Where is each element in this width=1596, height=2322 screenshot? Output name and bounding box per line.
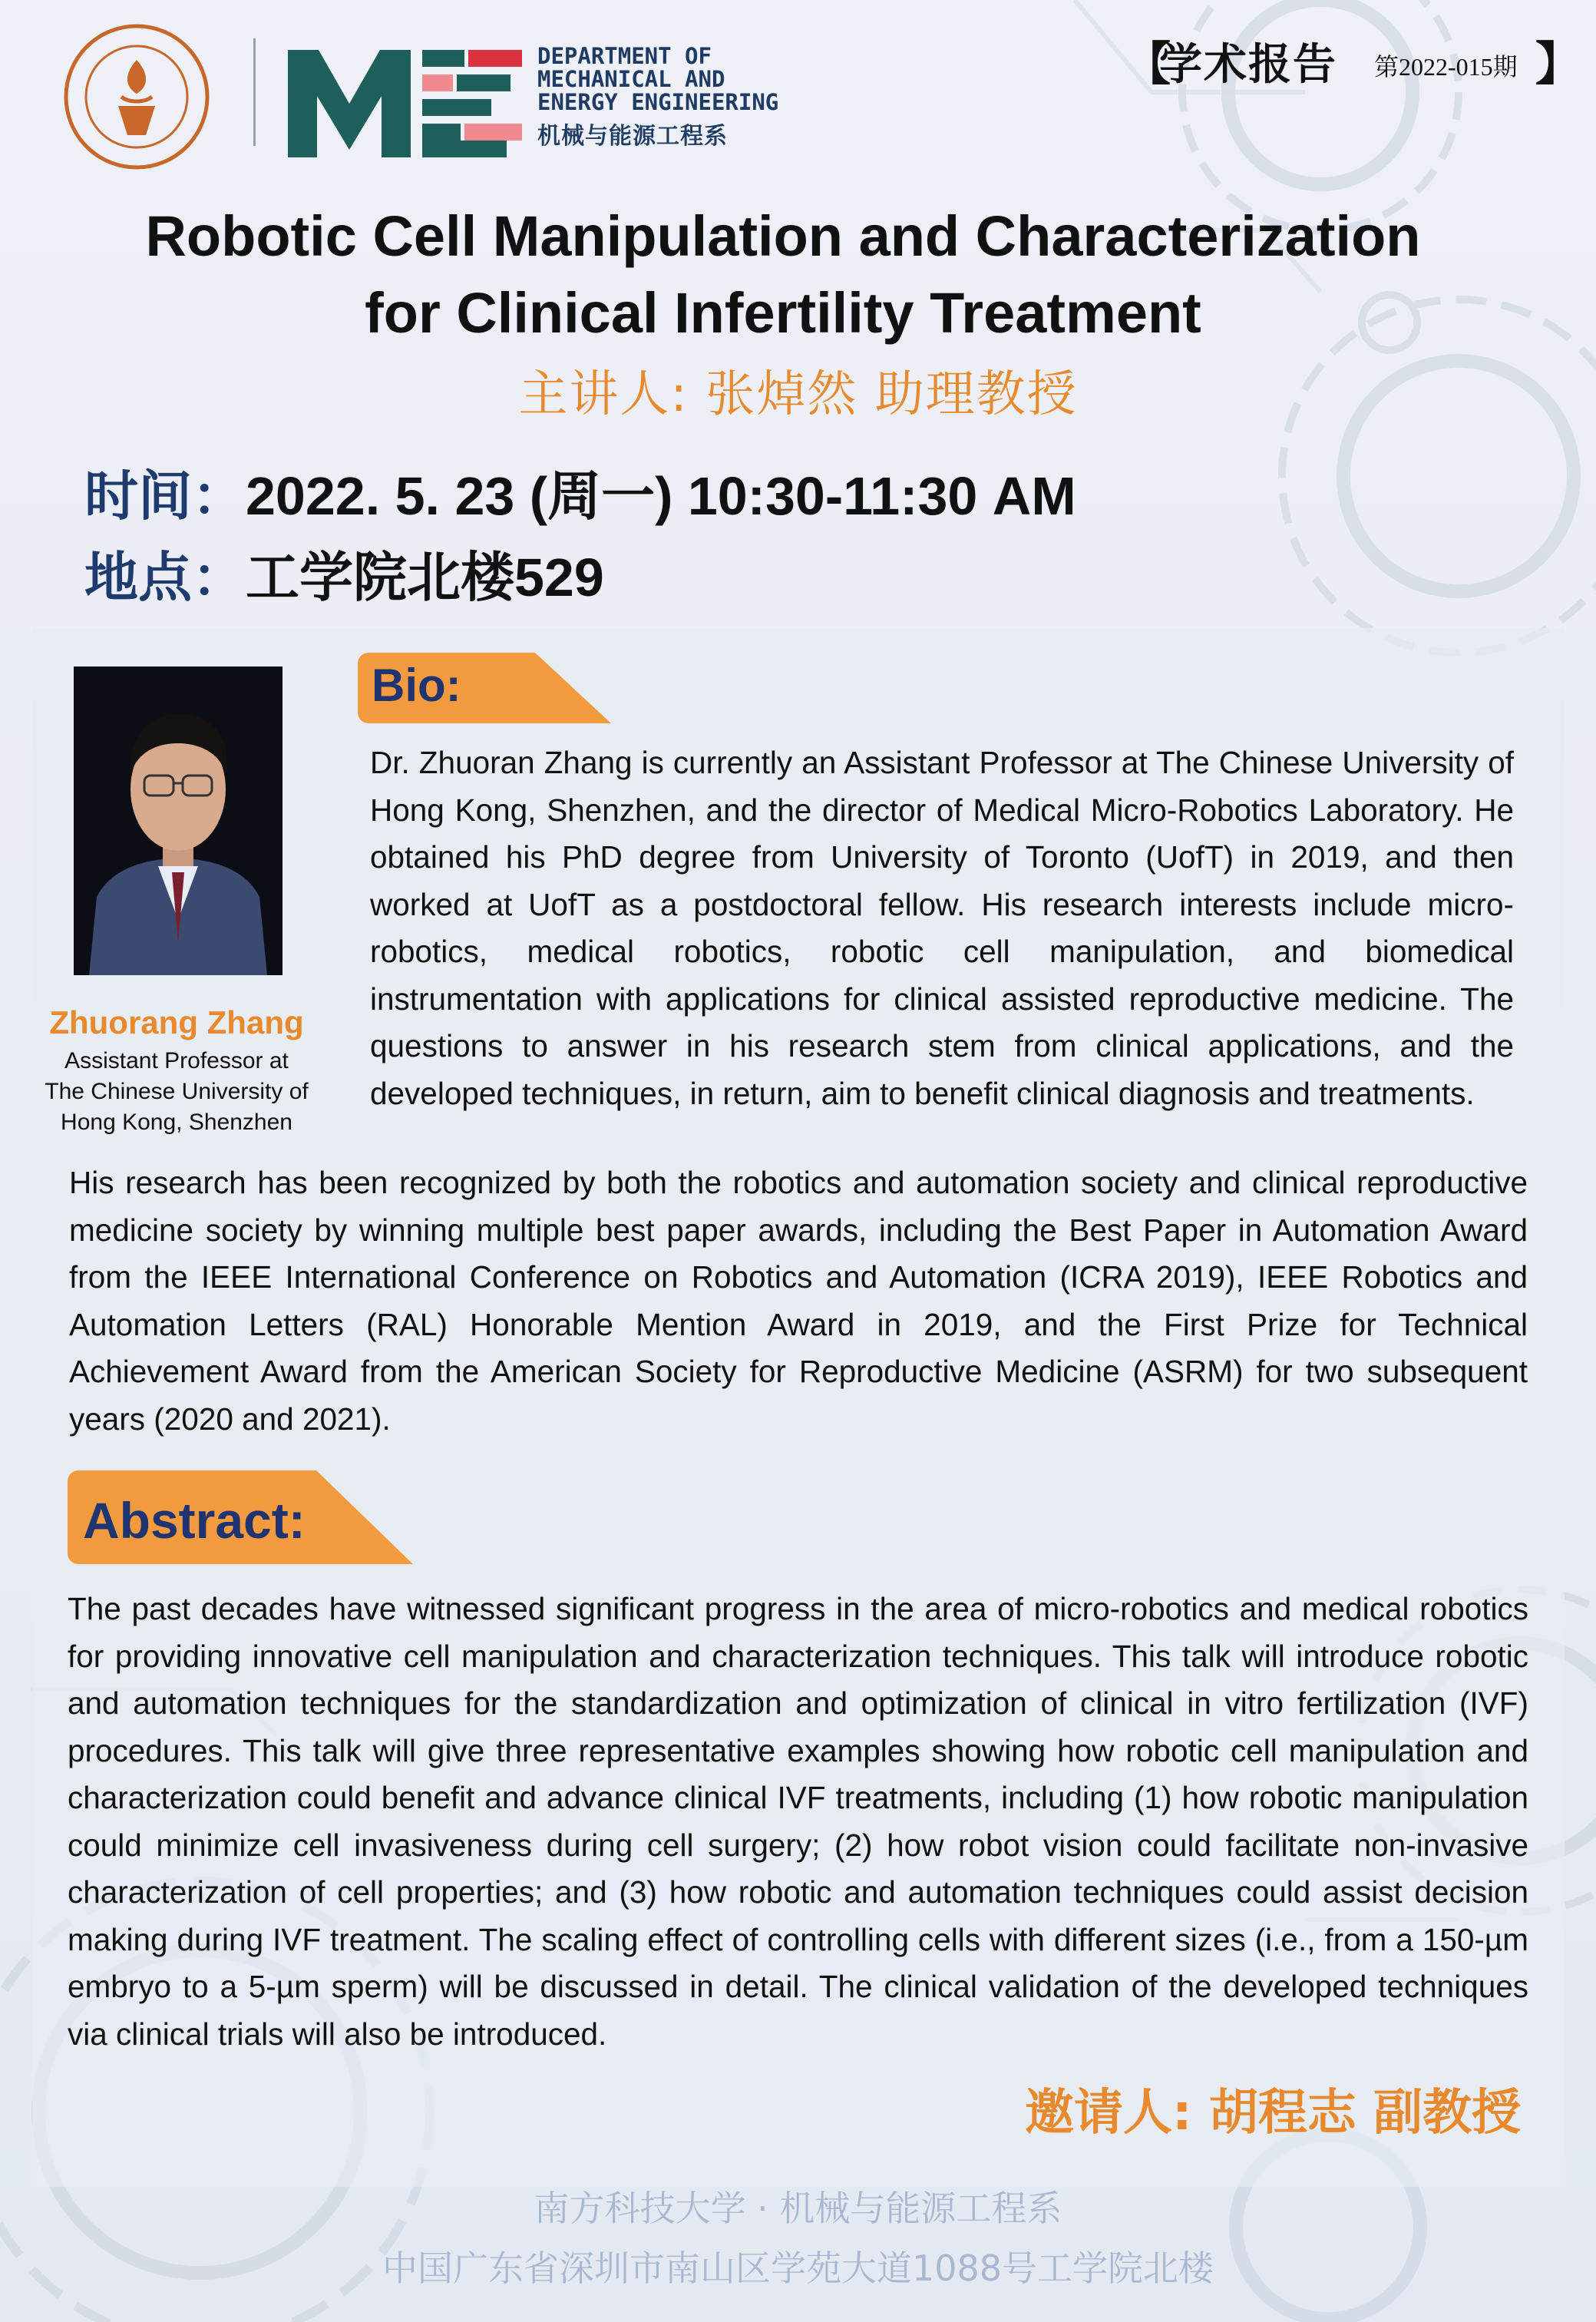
bio-paragraph-1: Dr. Zhuoran Zhang is currently an Assistant Professor at The Chinese University of Hong Kong, Shenzhen, and the director of Medical Micro-Robotics Laboratory. He obtained his PhD degree from University of Toronto (UofT) in 2019, and then worked at UofT as a postdoctoral fellow. His research interests include micro-robotics, medical robotics, robotic cell manipulation, and biomedical instrumentation with applications for clinical assisted reproductive medicine. The questions to answer in his research stem from clinical applications, and the developed techniques, in return, aim to benefit clinical diagnosis and treatments. — [370, 745, 1514, 1111]
event-time — [84, 453, 1076, 531]
event-place — [84, 534, 604, 612]
department-me-logo — [288, 42, 526, 157]
tag-bracket-open: 【 — [1125, 38, 1171, 90]
footer-institution: 南方科技大学 · 机械与能源工程系 — [534, 2188, 1062, 2229]
talk-title-line1: Robotic Cell Manipulation and Characterization — [145, 204, 1421, 268]
department-name-english — [537, 45, 814, 114]
time-label: 时间： — [84, 465, 246, 528]
tag-bracket-close: 】 — [1535, 38, 1581, 90]
speaker-photo — [74, 666, 283, 975]
speaker-affiliation — [23, 1046, 330, 1138]
bio-paragraph-2: His research has been recognized by both the robotics and automation society and clinical reproductive medicine society by winning multiple best paper awards, including the Best Paper in Automation Award from the IEEE International Conference on Robotics and Automation (ICRA 2019), IEEE Robotics and Automation Letters (RAL) Honorable Mention Award in 2019, and the First Prize for Technical Achievement Award from the American Society for Reproductive Medicine (ASRM) for two subsequent years (2020 and 2021). — [69, 1165, 1528, 1437]
affiliation-line3: Hong Kong, Shenzhen — [61, 1110, 292, 1135]
issue-number: 第2022-015期 — [1374, 53, 1518, 81]
affiliation-line1: Assistant Professor at — [64, 1048, 289, 1073]
report-type-tag: 学术报告 — [1159, 40, 1337, 88]
dept-en-line2: MECHANICAL AND — [537, 66, 725, 92]
abstract-heading: Abstract: — [83, 1492, 306, 1549]
affiliation-line2: The Chinese University of — [45, 1079, 309, 1104]
dept-en-line1: DEPARTMENT OF — [537, 43, 712, 69]
university-seal-logo — [60, 20, 213, 174]
inviter-line: 邀请人: 胡程志 副教授 — [1025, 2085, 1522, 2142]
bio-heading: Bio: — [372, 660, 461, 711]
talk-title-line2: for Clinical Infertility Treatment — [365, 281, 1201, 345]
department-name-chinese: 机械与能源工程系 — [537, 123, 728, 150]
dept-en-line3: ENERGY ENGINEERING — [537, 89, 779, 115]
place-value: 工学院北楼529 — [246, 547, 604, 607]
abstract-paragraph: The past decades have witnessed significant progress in the area of micro-robotics and medical robotics for providing innovative cell manipulation and characterization techniques. This talk will introduce robotic and automation techniques for the standardization and optimization of clinical in vitro fertilization (IVF) procedures. This talk will give three representative examples showing how robotic cell manipulation and characterization could benefit and advance clinical IVF treatments, including (1) how robotic manipulation could minimize cell invasiveness during cell surgery; (2) how robot vision could facilitate non-invasive characterization of cell properties; and (3) how robotic and automation techniques could assist decision making during IVF treatment. The scaling effect of controlling cells with different sizes (i.e., from a 150-µm embryo to a 5-µm sperm) will be discussed in detail. The clinical validation of the developed techniques via clinical trials will also be introduced. — [68, 1591, 1528, 2052]
speaker-name: Zhuorang Zhang — [49, 1004, 304, 1040]
time-value: 2022. 5. 23 (周一) 10:30-11:30 AM — [246, 466, 1076, 526]
place-label: 地点： — [84, 546, 246, 609]
footer-address: 中国广东省深圳市南山区学苑大道1088号工学院北楼 — [382, 2248, 1214, 2289]
logo-divider — [253, 38, 256, 146]
talk-title — [0, 198, 1566, 352]
speaker-line: 主讲人: 张焯然 助理教授 — [518, 366, 1078, 423]
